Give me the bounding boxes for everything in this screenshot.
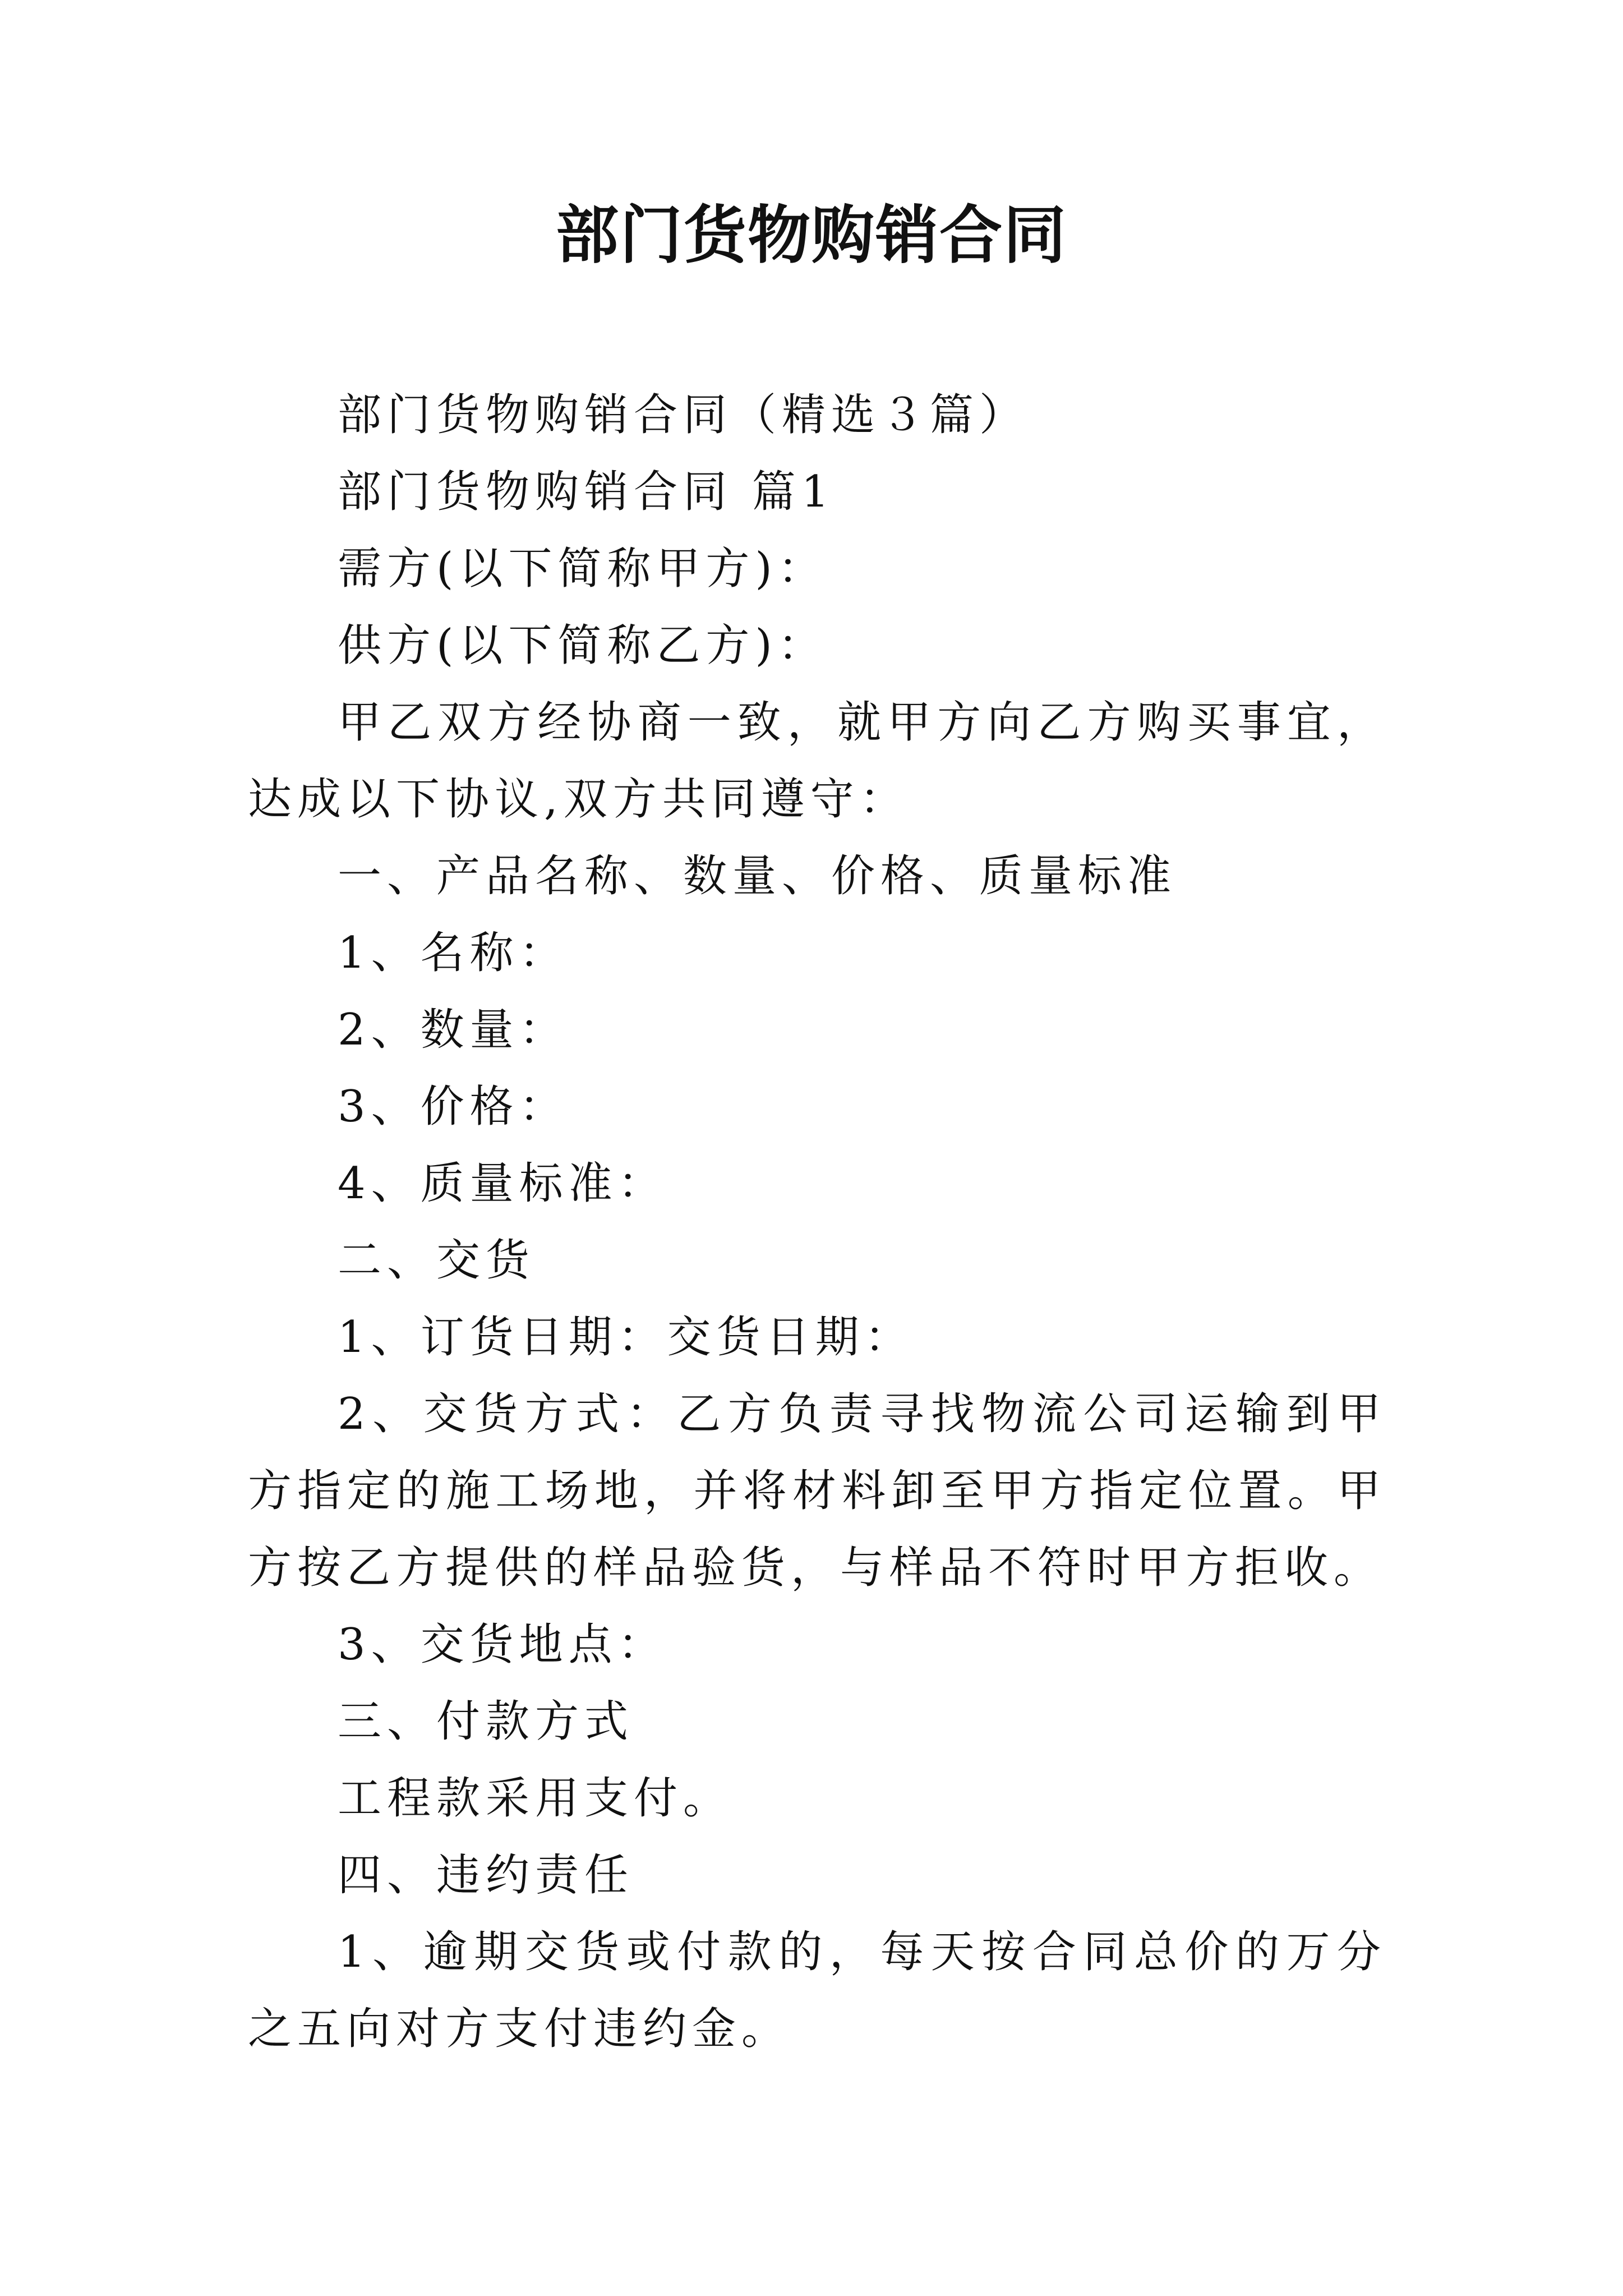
list-item-late-penalty: 1、逾期交货或付款的，每天按合同总价的万分之五向对方支付违约金。 [248, 1927, 1386, 2054]
paragraph-buyer: 需方(以下简称甲方)： [338, 544, 827, 594]
section-heading-payment: 三、付款方式 [338, 1696, 634, 1747]
paragraph-supplier: 供方(以下简称乙方)： [338, 620, 827, 671]
section-heading-delivery: 二、交货 [338, 1235, 536, 1286]
paragraph-part-heading: 部门货物购销合同 篇1 [338, 467, 835, 517]
section-heading-liability: 四、违约责任 [338, 1850, 634, 1901]
list-item-name: 1、名称： [338, 928, 569, 978]
paragraph-agreement: 甲乙双方经协商一致，就甲方向乙方购买事宜，达成以下协议,双方共同遵守： [248, 697, 1386, 825]
document-body [248, 377, 1386, 2068]
paragraph-payment: 工程款采用支付。 [338, 1773, 733, 1824]
list-item-price: 3、价格： [338, 1082, 569, 1132]
list-item-delivery-method: 2、交货方式：乙方负责寻找物流公司运输到甲方指定的施工场地，并将材料卸至甲方指定位置。甲方按乙方提供的样品验货，与样品不符时甲方拒收。 [248, 1389, 1386, 1593]
page-title: 部门货物购销合同 [556, 199, 1067, 272]
paragraph-subtitle: 部门货物购销合同（精选３篇） [338, 390, 1029, 440]
list-item-quantity: 2、数量： [338, 1005, 569, 1055]
list-item-order-date: 1、订货日期：交货日期： [338, 1312, 914, 1363]
section-heading-product: 一、产品名称、数量、价格、质量标准 [338, 851, 1177, 901]
list-item-quality: 4、质量标准： [338, 1158, 667, 1209]
list-item-delivery-place: 3、交货地点： [338, 1619, 667, 1670]
